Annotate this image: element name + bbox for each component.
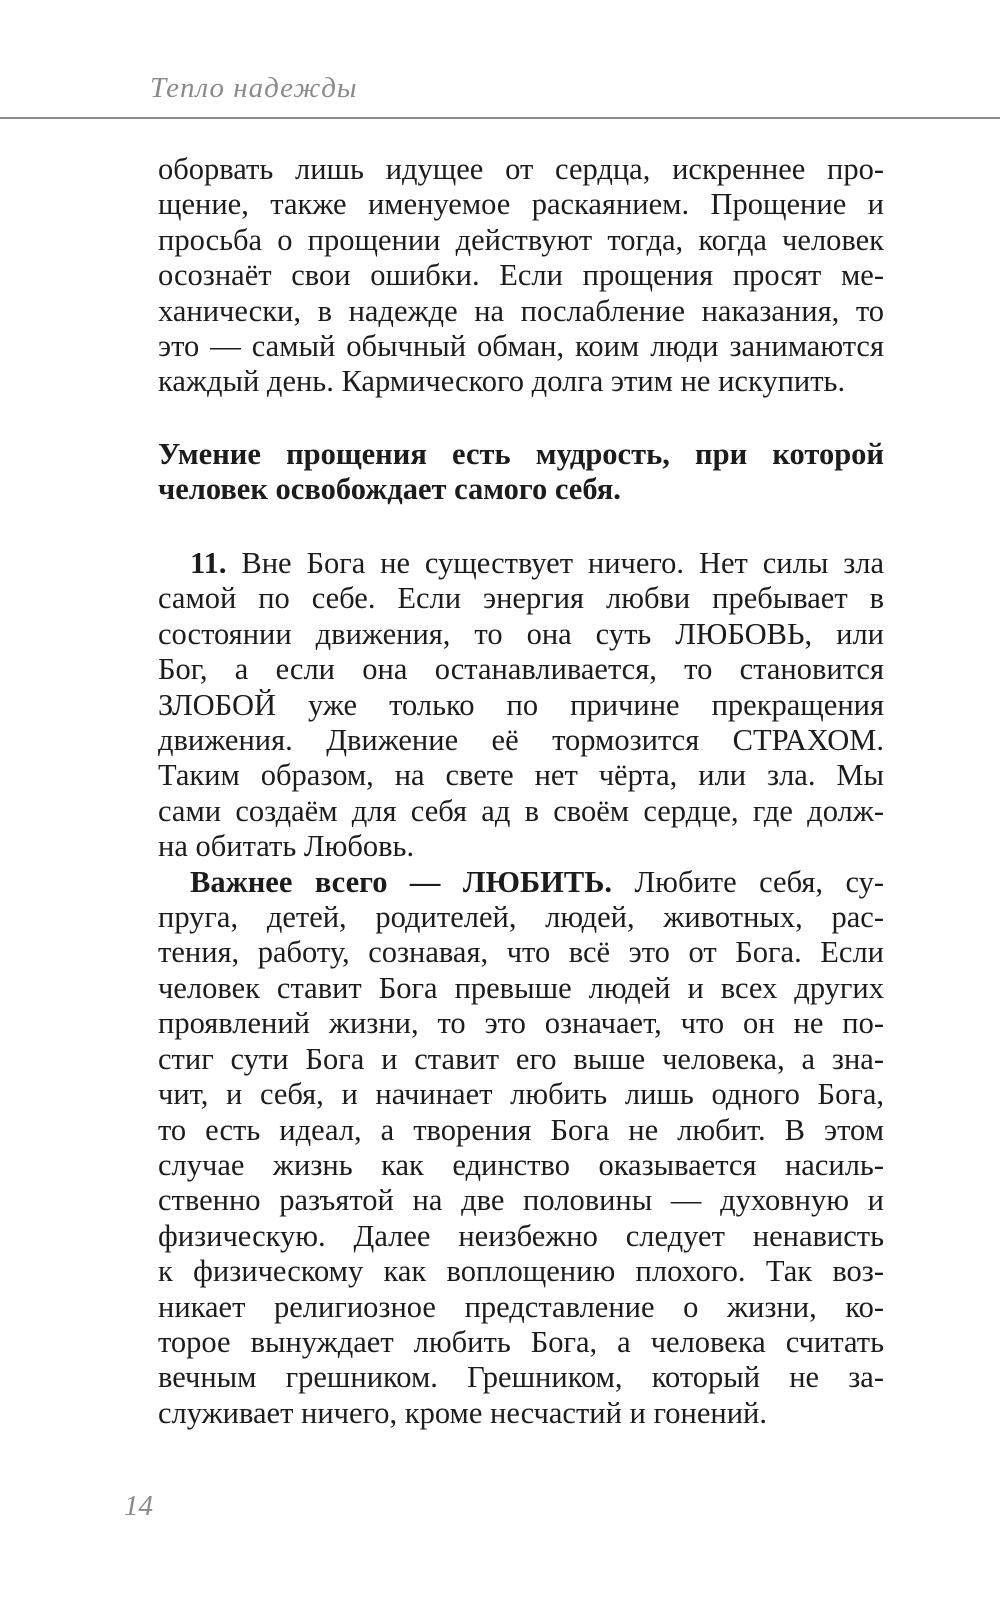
text-line: чит, и себя, и начинает любить лишь одного Бога, (158, 1077, 884, 1112)
bold-lead: Важнее всего — ЛЮБИТЬ. (190, 864, 612, 899)
text-line: оборвать лишь идущее от сердца, искреннее про- (158, 152, 884, 186)
text-line: состоянии движения, то она суть ЛЮБОВЬ, или (158, 616, 884, 651)
text-line: Умение прощения есть мудрость, при которой (158, 437, 884, 471)
emphasis-statement (158, 437, 884, 508)
text-line: человек ставит Бога превыше людей и всех других (158, 970, 884, 1005)
text-line: движения. Движение её тормозится СТРАХОМ. (158, 723, 884, 758)
running-head: Тепло надежды (150, 72, 358, 104)
text-line (158, 546, 884, 581)
text-line: никает религиозное представление о жизни, ко- (158, 1289, 884, 1324)
text-line: Бог, а если она останавливается, то становится (158, 652, 884, 687)
text-line: то есть идеал, а творения Бога не любит. В этом (158, 1112, 884, 1147)
text-line: служивает ничего, кроме несчастий и гонений. (158, 1395, 767, 1430)
paragraph-continuation (158, 152, 884, 400)
text-run: Вне Бога не существует ничего. Нет силы зла (241, 546, 885, 580)
text-line (158, 865, 884, 900)
text-line: сами создаём для себя ад в своём сердце, где долж- (158, 793, 884, 828)
text-line: ственно разъятой на две половины — духовную и (158, 1183, 884, 1218)
text-line: это — самый обычный обман, коим люди занимаются (158, 329, 884, 364)
text-line: самой по себе. Если энергия любви пребывает в (158, 581, 884, 616)
text-line: к физическому как воплощению плохого. Так воз- (158, 1254, 884, 1289)
text-line: торое вынуждает любить Бога, а человека считать (158, 1324, 884, 1359)
text-line: человек освобождает самого себя. (158, 472, 621, 507)
page-number: 14 (124, 1490, 153, 1522)
header-rule (0, 117, 1000, 119)
section-number: 11. (190, 546, 227, 580)
text-line: ЗЛОБОЙ уже только по причине прекращения (158, 687, 884, 722)
text-line: вечным грешником. Грешником, который не за- (158, 1360, 884, 1395)
text-line: на обитать Любовь. (158, 829, 415, 864)
body-text (158, 546, 884, 1431)
text-line: осознаёт свои ошибки. Если прощения просят ме- (158, 258, 884, 293)
text-line: просьба о прощении действуют тогда, когда человек (158, 222, 884, 257)
text-line: каждый день. Кармического долга этим не искупить. (158, 364, 846, 399)
text-line: щение, также именуемое раскаянием. Прощение и (158, 187, 884, 222)
section-11-paragraph (158, 546, 884, 865)
text-line: Таким образом, на свете нет чёрта, или зла. Мы (158, 758, 884, 793)
text-line: стиг сути Бога и ставит его выше человека, а зна- (158, 1041, 884, 1076)
text-line: проявлений жизни, то это означает, что он не по- (158, 1006, 884, 1041)
text-line: пруга, детей, родителей, людей, животных, рас- (158, 900, 884, 935)
text-line: случае жизнь как единство оказывается насиль- (158, 1147, 884, 1182)
text-run: Любите себя, су- (634, 864, 885, 899)
text-line: ханически, в надежде на послабление наказания, то (158, 293, 884, 328)
love-paragraph (158, 865, 884, 1432)
text-line: тения, работу, сознавая, что всё это от Бога. Если (158, 935, 884, 970)
text-line: физическую. Далее неизбежно следует ненависть (158, 1218, 884, 1253)
